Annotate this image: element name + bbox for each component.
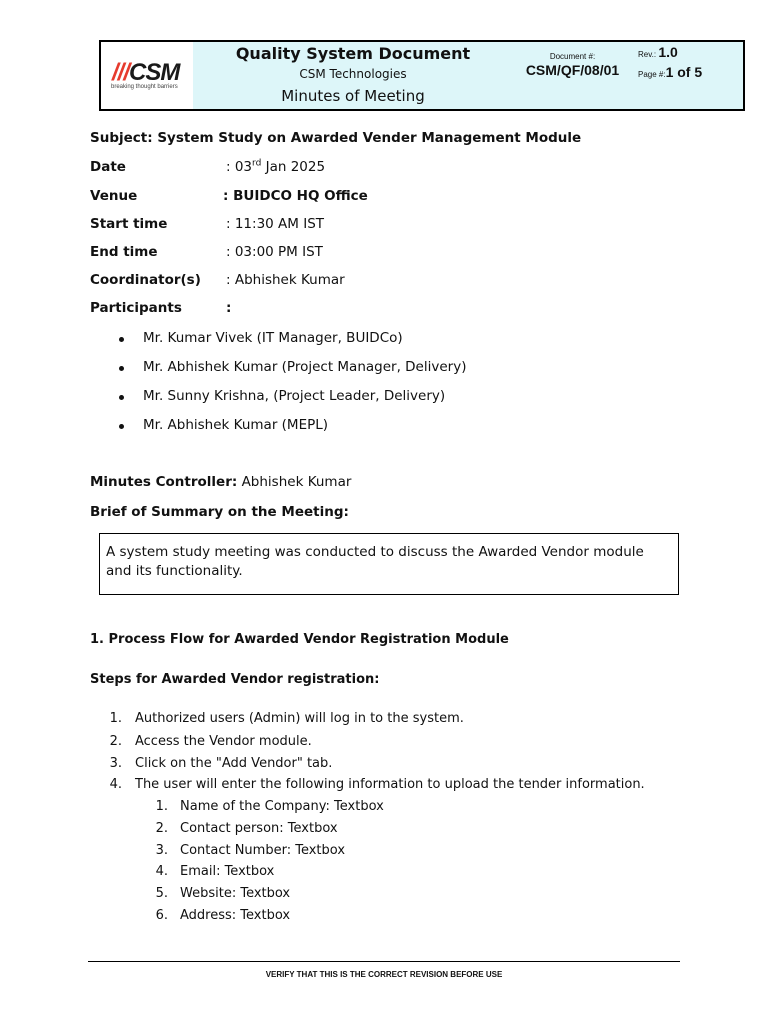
logo-tagline: breaking thought barriers xyxy=(111,84,178,90)
substep-text: Contact person: Textbox xyxy=(180,821,338,836)
document-title: Quality System Document xyxy=(235,44,471,63)
bullet-icon xyxy=(119,424,124,429)
field-value-venue: : BUIDCO HQ Office xyxy=(223,188,368,204)
substep-text: Website: Textbox xyxy=(180,886,291,901)
doc-type: Minutes of Meeting xyxy=(281,87,425,105)
bullet-icon xyxy=(119,337,124,342)
field-value-participants: : xyxy=(226,300,232,316)
field-label-venue: Venue xyxy=(90,188,138,204)
field-label-participants: Participants xyxy=(90,300,182,316)
rev-label: Rev.: xyxy=(638,50,657,59)
participant-item: Mr. Abhishek Kumar (MEPL) xyxy=(143,417,329,433)
title-cell xyxy=(193,42,513,85)
field-value-start-time: : 11:30 AM IST xyxy=(226,216,325,232)
csm-logo: ///CSM xyxy=(112,59,180,86)
step-text: The user will enter the following information to upload the tender information. xyxy=(135,777,645,792)
step-number: 3. xyxy=(109,756,122,771)
step-number: 1. xyxy=(109,711,122,726)
empty-cell xyxy=(632,85,743,109)
substep-number: 2. xyxy=(155,821,168,836)
participant-item: Mr. Abhishek Kumar (Project Manager, Delivery) xyxy=(143,359,467,375)
bullet-icon xyxy=(119,395,124,400)
company-name: CSM Technologies xyxy=(299,67,407,81)
logo-cell xyxy=(101,42,193,109)
page-label: Page #: xyxy=(638,70,666,79)
doc-type-cell xyxy=(193,85,513,109)
doc-number: CSM/QF/08/01 xyxy=(525,62,620,78)
field-label-end-time: End time xyxy=(90,244,158,260)
substep-number: 6. xyxy=(155,908,168,923)
step-text: Access the Vendor module. xyxy=(135,734,312,749)
bullet-icon xyxy=(119,366,124,371)
participant-item: Mr. Sunny Krishna, (Project Leader, Delivery) xyxy=(143,388,446,404)
field-label-start-time: Start time xyxy=(90,216,168,232)
doc-number-label: Document #: xyxy=(549,52,596,61)
document-header xyxy=(99,40,745,111)
rev-value: 1.0 xyxy=(658,44,678,60)
field-value-date: : 03rd Jan 2025 xyxy=(226,158,326,175)
step-text: Authorized users (Admin) will log in to the system. xyxy=(135,711,464,726)
footer-divider xyxy=(88,961,680,962)
field-label-date: Date xyxy=(90,159,126,175)
summary-text: A system study meeting was conducted to discuss the Awarded Vendor module and its functionality. xyxy=(106,544,644,579)
substep-number: 4. xyxy=(155,864,168,879)
summary-box xyxy=(99,533,679,595)
doc-number-cell xyxy=(513,42,632,85)
revision-cell xyxy=(632,42,743,85)
field-label-coordinator: Coordinator(s) xyxy=(90,272,201,288)
summary-heading: Brief of Summary on the Meeting: xyxy=(90,504,349,520)
section-heading: 1. Process Flow for Awarded Vendor Registration Module xyxy=(90,632,509,647)
empty-cell xyxy=(513,85,632,109)
participant-item: Mr. Kumar Vivek (IT Manager, BUIDCo) xyxy=(143,330,403,346)
field-value-end-time: : 03:00 PM IST xyxy=(226,244,323,260)
step-number: 4. xyxy=(109,777,122,792)
minutes-controller: Minutes Controller: Abhishek Kumar xyxy=(90,474,352,490)
substep-number: 1. xyxy=(155,799,168,814)
footer-note: VERIFY THAT THIS IS THE CORRECT REVISION BEFORE USE xyxy=(265,970,503,979)
page-value: 1 of 5 xyxy=(665,64,703,80)
substep-text: Email: Textbox xyxy=(180,864,275,879)
meeting-subject: Subject: System Study on Awarded Vender Management Module xyxy=(90,130,582,146)
field-value-coordinator: : Abhishek Kumar xyxy=(226,272,345,288)
substep-number: 5. xyxy=(155,886,168,901)
substep-text: Contact Number: Textbox xyxy=(180,843,346,858)
substep-text: Address: Textbox xyxy=(180,908,291,923)
steps-heading: Steps for Awarded Vendor registration: xyxy=(90,672,380,687)
substep-text: Name of the Company: Textbox xyxy=(180,799,384,814)
step-text: Click on the "Add Vendor" tab. xyxy=(135,756,333,771)
substep-number: 3. xyxy=(155,843,168,858)
step-number: 2. xyxy=(109,734,122,749)
